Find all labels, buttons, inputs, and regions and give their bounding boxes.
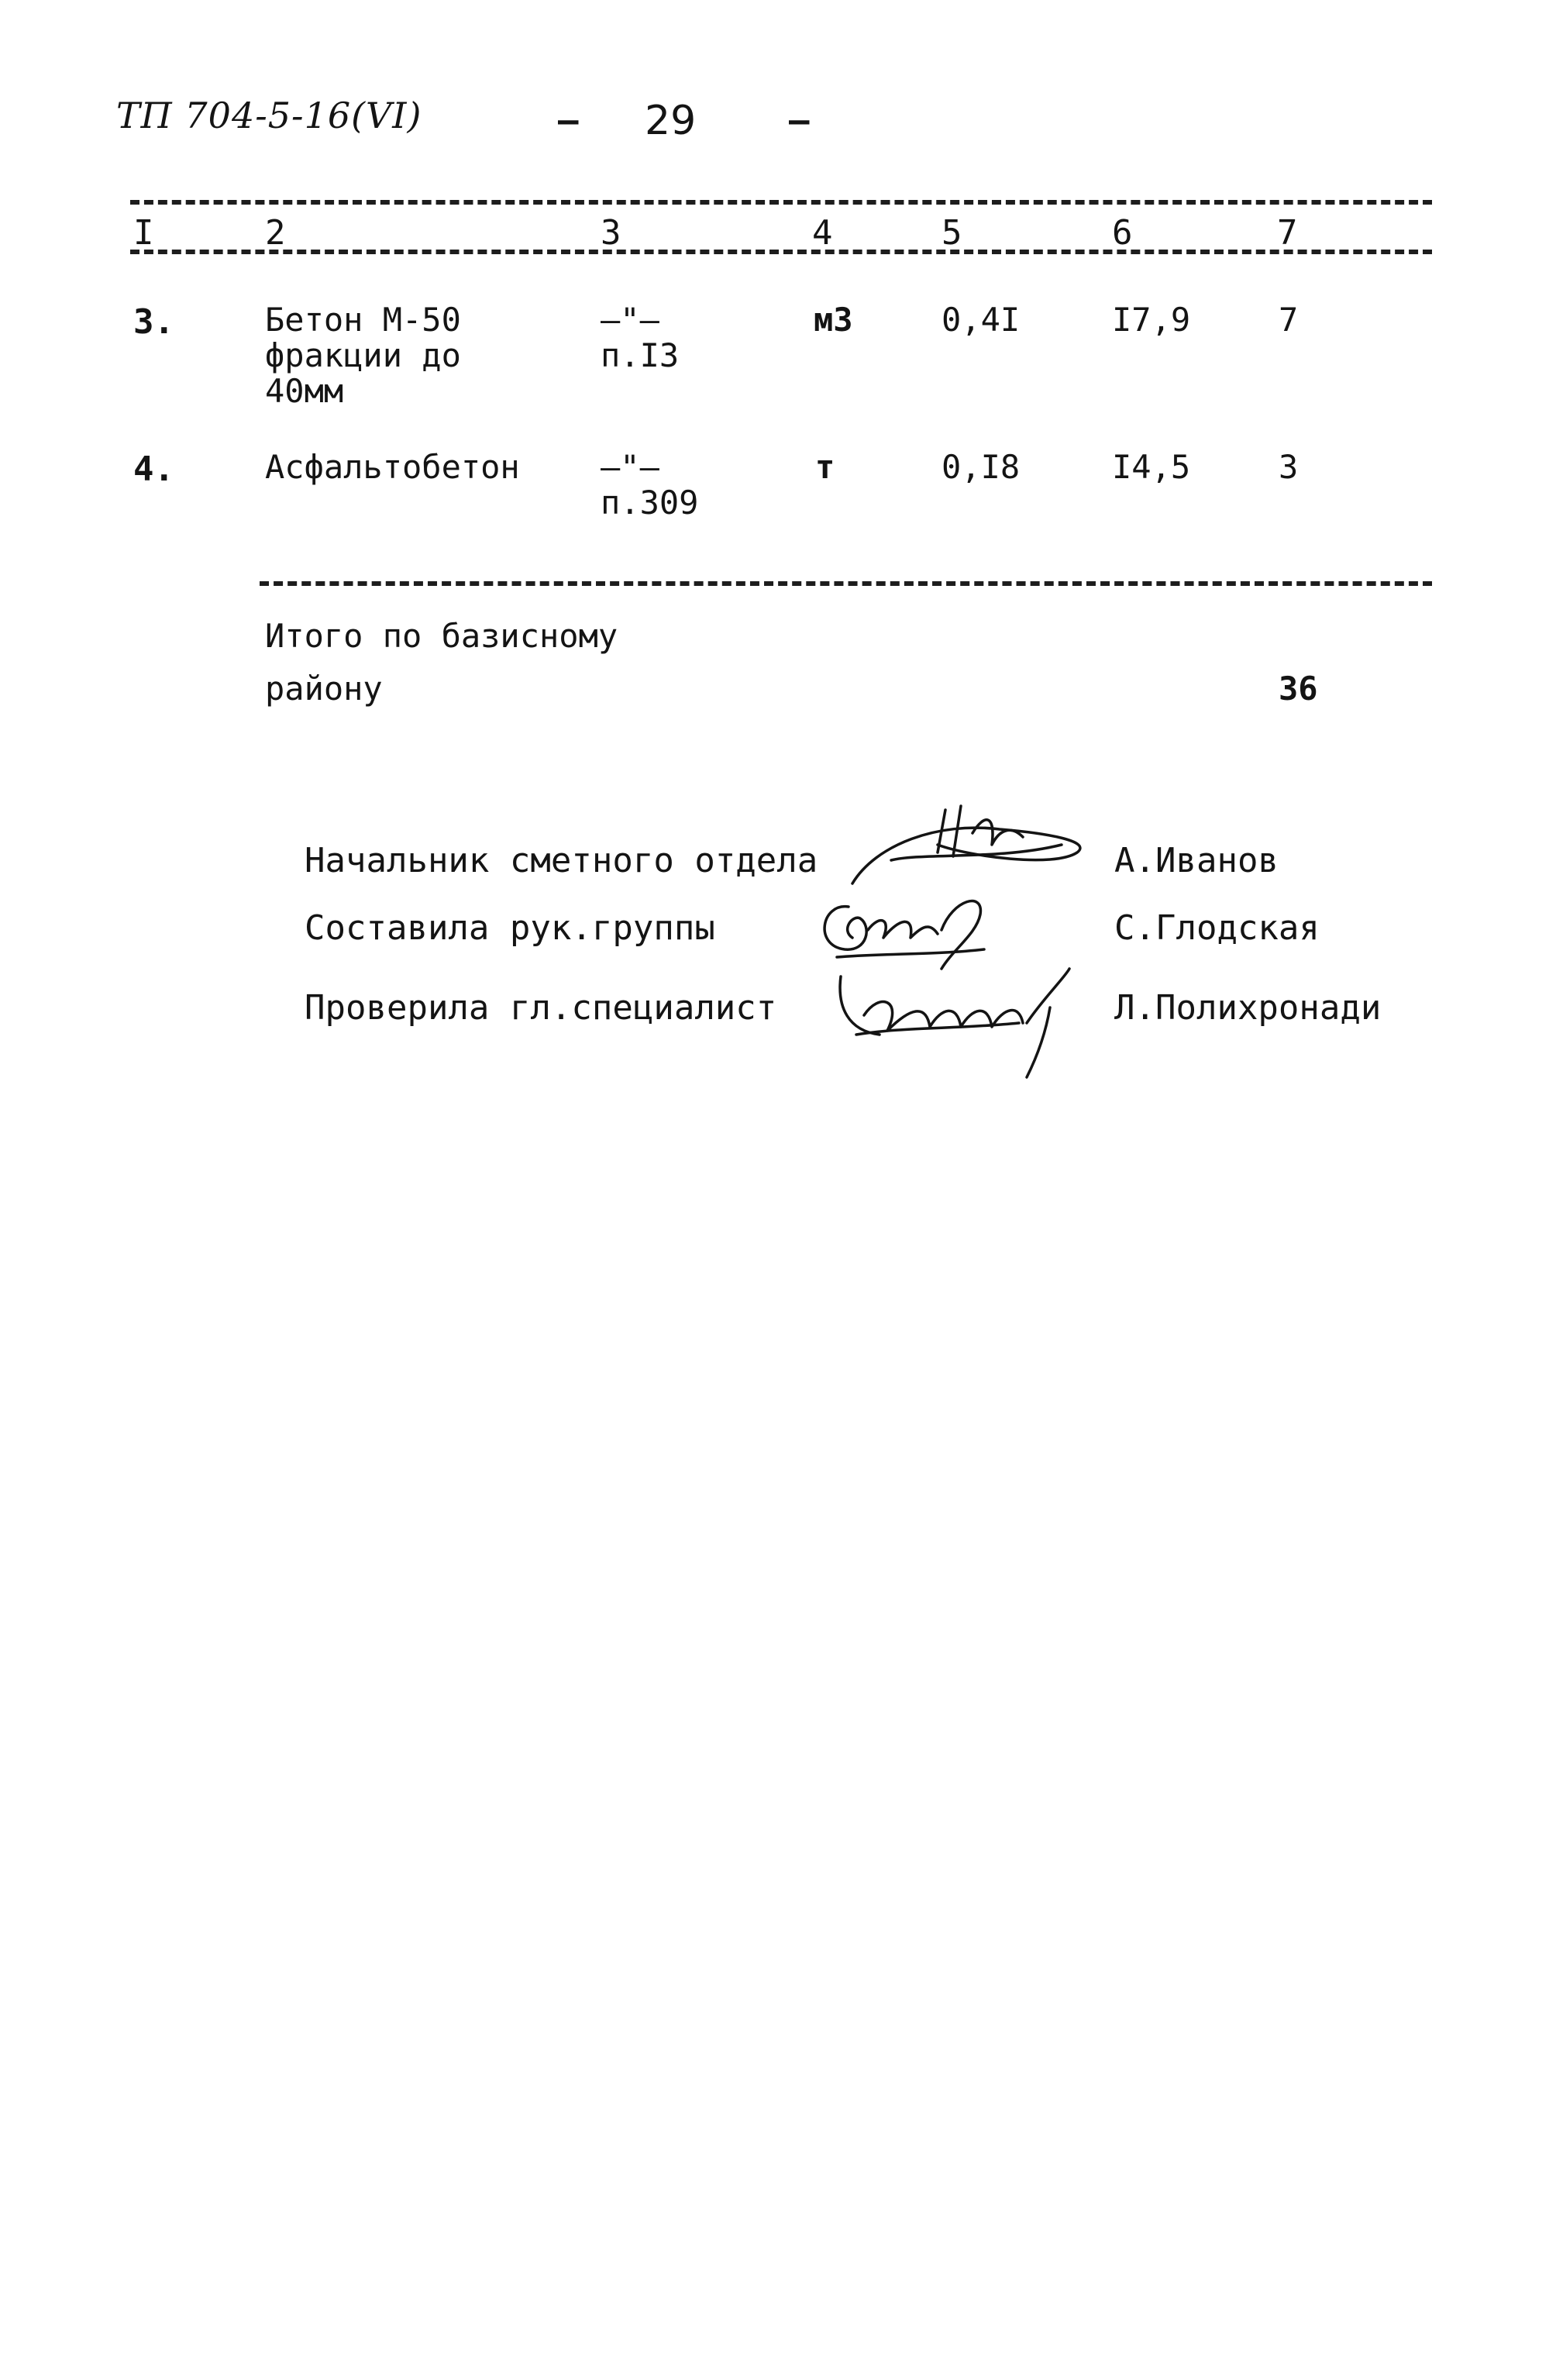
- row-quantity: 0,I8: [942, 448, 1021, 486]
- row-number: 4.: [133, 449, 174, 489]
- summary-label-line: району: [265, 670, 383, 708]
- signature-title: Составила рук.группы: [305, 908, 715, 948]
- row-name-line: Асфальтобетон: [265, 448, 520, 486]
- page-dash-right: –: [789, 101, 810, 140]
- column-number-1: I: [133, 213, 154, 253]
- column-number-5: 5: [942, 213, 962, 253]
- summary-total: 36: [1279, 670, 1318, 708]
- signature-name: С.Глодская: [1114, 908, 1320, 948]
- row-number: 3.: [133, 302, 174, 342]
- summary-label-line: Итого по базисному: [265, 617, 618, 655]
- row-quantity: 0,4I: [942, 301, 1021, 339]
- summary-rule: [260, 581, 1432, 586]
- document-code: ТП 704-5-16(VI): [116, 95, 422, 136]
- table-top-rule: [130, 200, 1432, 205]
- row-reference-line: –"–: [601, 448, 659, 486]
- signature-name: А.Иванов: [1114, 841, 1279, 880]
- handwritten-signature-ivanov: [845, 798, 1100, 891]
- column-number-4: 4: [812, 213, 833, 253]
- header-bottom-rule: [130, 250, 1432, 254]
- column-number-2: 2: [265, 213, 286, 253]
- column-number-3: 3: [601, 213, 621, 253]
- row-name-line: Бетон М-50: [265, 301, 461, 339]
- page-number: 29: [645, 98, 697, 144]
- row-name-line: 40мм: [265, 372, 344, 410]
- row-reference-line: п.I3: [601, 336, 680, 374]
- signature-title: Проверила гл.специалист: [305, 988, 777, 1028]
- column-number-7: 7: [1277, 213, 1298, 253]
- signature-name: Л.Полихронади: [1114, 988, 1382, 1028]
- row-unit-price: I7,9: [1112, 301, 1191, 339]
- row-total: 7: [1279, 301, 1299, 339]
- row-unit-price: I4,5: [1112, 448, 1191, 486]
- signature-title: Начальник сметного отдела: [305, 841, 818, 880]
- row-unit: т: [815, 448, 835, 486]
- row-total: 3: [1279, 448, 1299, 486]
- column-number-6: 6: [1112, 213, 1133, 253]
- handwritten-signature-polihronadi: [833, 961, 1089, 1085]
- row-unit: м3: [814, 301, 853, 339]
- row-reference-line: –"–: [601, 301, 659, 339]
- row-name-line: фракции до: [265, 336, 461, 374]
- page-dash-left: –: [558, 101, 579, 140]
- row-reference-line: п.309: [601, 484, 699, 522]
